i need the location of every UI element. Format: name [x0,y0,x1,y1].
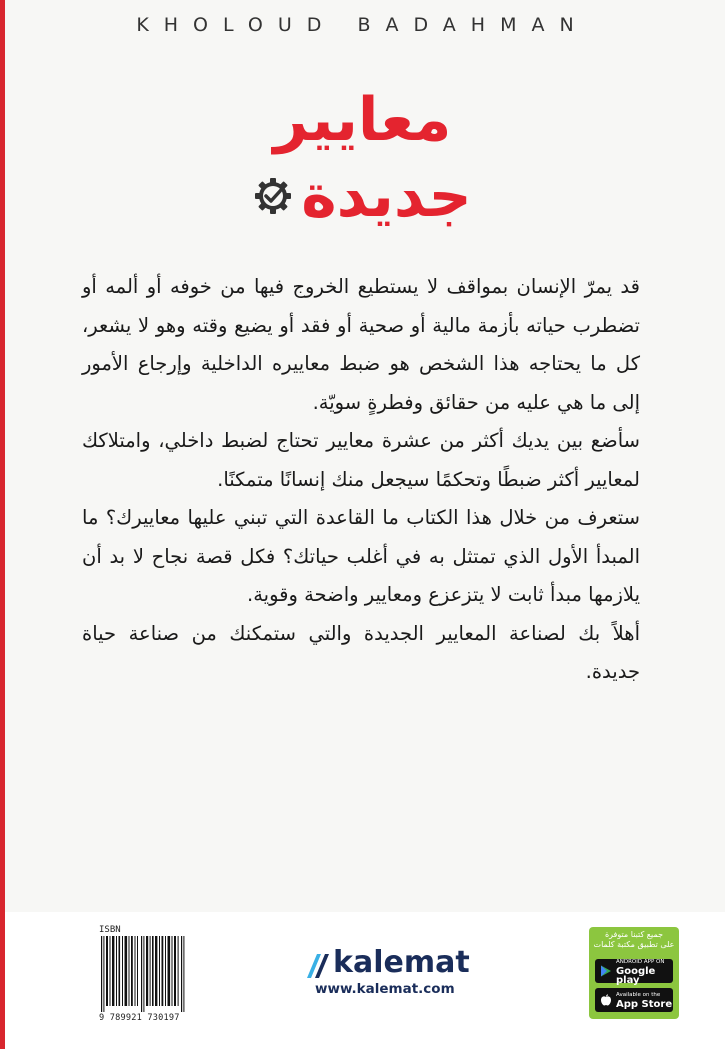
blurb-text [82,268,640,692]
store-badges [589,927,679,1019]
app-store-small: Available on the [616,992,661,998]
google-play-icon [600,965,612,977]
google-play-big: Google play [616,965,656,986]
book-title [0,82,725,234]
author-name: KHOLOUD BADAHMAN [136,14,589,36]
isbn-barcode [99,925,187,1025]
app-store-badge[interactable] [595,988,673,1012]
publisher-logo [305,947,475,997]
title-line-2: جديدة [301,161,472,231]
google-play-badge[interactable] [595,958,673,986]
isbn-label: ISBN [99,925,121,935]
stores-caption-line-1: جميع كتبنا متوفرة [604,930,664,939]
blurb-paragraph-1: قد يمرّ الإنسان بمواقف لا يستطيع الخروج فيها من خوفه أو ألمه أو تضطرب حياته بأزمة مالية أو صحية أو فقد أو يضيع وقته وهو لا يشعر، كل ما يحتاجه هذا الشخص هو ضبط معاييره الداخلية وإرجاع الأمور إلى ما هي عليه من حقائق وفطرةٍ سويّة. [82,275,640,414]
gear-check-icon [253,176,293,216]
blurb-paragraph-3: ستعرف من خلال هذا الكتاب ما القاعدة التي تبني عليها معاييرك؟ ما المبدأ الأول الذي تمتثل به في أغلب حياتك؟ فكل قصة نجاح لا بد أن يلازمها مبدأ ثابت لا يتزعزع ومعايير واضحة وقوية. [82,506,640,606]
isbn-number: 9 789921 730197 [99,1013,180,1023]
barcode-bars-icon [99,936,187,1012]
publisher-name: kalemat [333,945,470,980]
kalemat-slashes-icon [305,951,331,979]
app-store-big: App Store [616,999,673,1010]
stores-caption [589,927,679,950]
title-line-1: معايير [273,85,452,155]
blurb-paragraph-4: أهلاً بك لصناعة المعايير الجديدة والتي ستمكنك من صناعة حياة جديدة. [82,621,640,683]
stores-caption-line-2: على تطبيق مكتبة كلمات [593,940,675,949]
google-play-small: ANDROID APP ON [616,958,665,965]
apple-icon [600,994,612,1006]
publisher-url: www.kalemat.com [315,981,455,997]
blurb-paragraph-2: سأضع بين يديك أكثر من عشرة معايير تحتاج لضبط داخلي، وامتلاكك لمعايير أكثر ضبطًا وتحكمًا سيجعل منك إنسانًا متمكنًا. [82,429,640,491]
